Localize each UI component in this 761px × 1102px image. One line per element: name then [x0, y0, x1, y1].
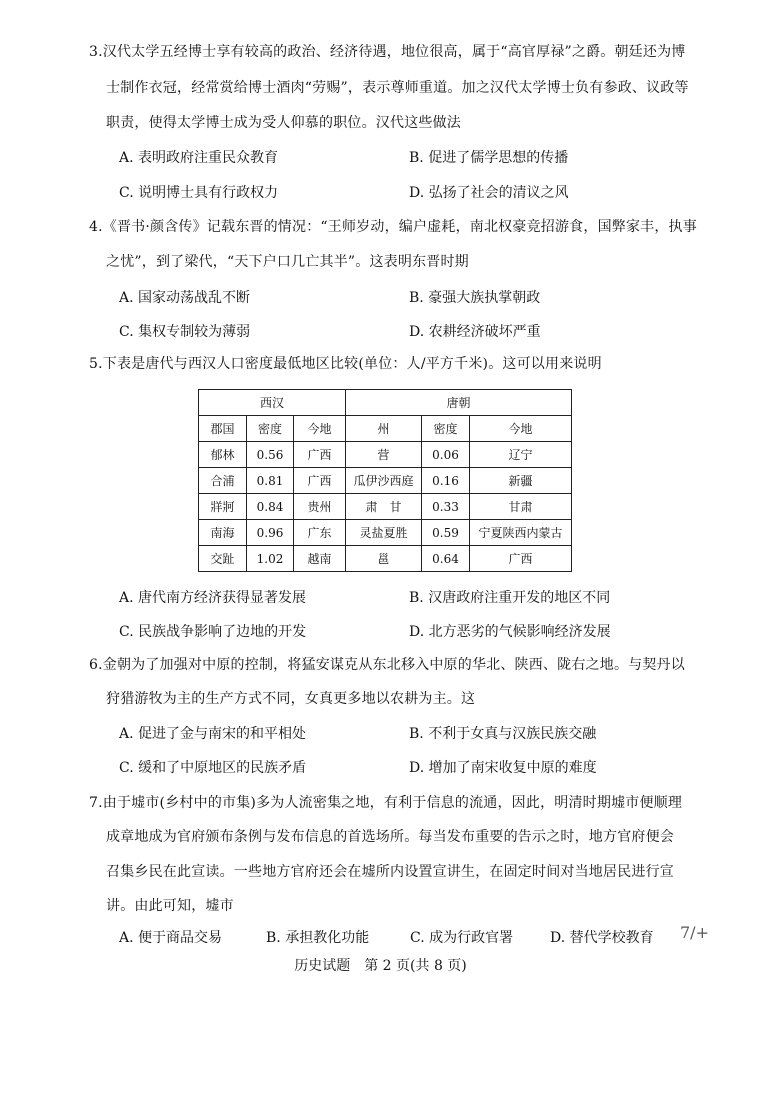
- q6-option-b: B. 不利于女真与汉族民族交融: [409, 726, 597, 742]
- table-cell: 广西: [470, 546, 572, 572]
- q4-stem-line-2: 之忧”，到了梁代，“天下户口几亡其半”。这表明东晋时期: [106, 254, 469, 270]
- table-cell: 0.96: [247, 520, 294, 546]
- table-cell: 营: [346, 442, 422, 468]
- q4-option-d: D. 农耕经济破坏严重: [409, 324, 541, 340]
- table-cell: 肃 甘: [346, 494, 422, 520]
- table-cell: 辽宁: [470, 442, 572, 468]
- table-header: 郡国: [199, 416, 247, 442]
- q4-option-c: C. 集权专制较为薄弱: [119, 324, 251, 340]
- q3-stem-line-3: 职责，使得太学博士成为受人仰慕的职位。汉代这些做法: [106, 115, 461, 131]
- q4-option-a: A. 国家动荡战乱不断: [119, 290, 251, 306]
- q7-stem-line-1: 7.由于墟市(乡村中的市集)多为人流密集之地，有利于信息的流通，因此，明清时期墟市便顺理: [89, 795, 683, 811]
- population-density-table: [198, 389, 572, 572]
- q6-stem-line-2: 狩猎游牧为主的生产方式不同，女真更多地以农耕为主。这: [106, 691, 476, 707]
- q7-option-a: A. 便于商品交易: [119, 930, 223, 946]
- q5-option-b: B. 汉唐政府注重开发的地区不同: [409, 590, 611, 606]
- table-cell: 交趾: [199, 546, 247, 572]
- q6-option-c: C. 缓和了中原地区的民族矛盾: [119, 760, 307, 776]
- table-cell: 广西: [294, 442, 346, 468]
- q3-option-a: A. 表明政府注重民众教育: [119, 150, 279, 166]
- q7-option-c: C. 成为行政官署: [410, 930, 514, 946]
- handwritten-margin-mark: 7/+: [680, 923, 709, 942]
- q6-option-d: D. 增加了南宋收复中原的难度: [409, 760, 597, 776]
- table-row: [199, 494, 572, 520]
- q4-stem-line-1: 4.《晋书·颜含传》记载东晋的情况：“王师岁动，编户虚耗，南北权豪竞招游食，国弊家丰，执事: [89, 219, 697, 235]
- q3-option-d: D. 弘扬了社会的清议之风: [409, 185, 569, 201]
- q7-stem-line-3: 召集乡民在此宣读。一些地方官府还会在墟所内设置宣讲生，在固定时间对当地居民进行宣: [106, 864, 674, 880]
- q6-option-a: A. 促进了金与南宋的和平相处: [119, 726, 307, 742]
- table-cell: 灵盐夏胜: [346, 520, 422, 546]
- table-group-header-western-han: 西汉: [199, 390, 346, 416]
- q5-option-a: A. 唐代南方经济获得显著发展: [119, 590, 307, 606]
- q7-stem-line-4: 讲。由此可知，墟市: [106, 898, 234, 914]
- table-cell: 0.81: [247, 468, 294, 494]
- table-cell: 牂牁: [199, 494, 247, 520]
- table-cell: 新疆: [470, 468, 572, 494]
- page-footer: 历史试题 第 2 页(共 8 页): [294, 958, 467, 974]
- q5-option-d: D. 北方恶劣的气候影响经济发展: [409, 624, 611, 640]
- table-header: 密度: [247, 416, 294, 442]
- table-cell: 合浦: [199, 468, 247, 494]
- table-cell: 0.56: [247, 442, 294, 468]
- table-cell: 广西: [294, 468, 346, 494]
- table-group-header-tang: 唐朝: [346, 390, 572, 416]
- q3-option-b: B. 促进了儒学思想的传播: [409, 150, 569, 166]
- table-cell: 0.84: [247, 494, 294, 520]
- table-cell: 贵州: [294, 494, 346, 520]
- table-row: [199, 468, 572, 494]
- table-row: [199, 546, 572, 572]
- table-row: [199, 520, 572, 546]
- q3-stem-line-1: 3.汉代太学五经博士享有较高的政治、经济待遇，地位很高，属于“高官厚禄”之爵。朝廷还为博: [89, 44, 686, 60]
- q4-option-b: B. 豪强大族执掌朝政: [409, 290, 541, 306]
- table-cell: 0.64: [422, 546, 470, 572]
- table-cell: 南海: [199, 520, 247, 546]
- table-row: [199, 442, 572, 468]
- q5-option-c: C. 民族战争影响了边地的开发: [119, 624, 307, 640]
- table-cell: 甘肃: [470, 494, 572, 520]
- table-cell: 宁夏陕西内蒙古: [470, 520, 572, 546]
- table-header: 今地: [470, 416, 572, 442]
- q7-option-d: D. 替代学校教育: [550, 930, 654, 946]
- table-cell: 0.16: [422, 468, 470, 494]
- q5-stem-line-1: 5.下表是唐代与西汉人口密度最低地区比较(单位：人/平方千米)。这可以用来说明: [89, 356, 602, 372]
- q7-option-b: B. 承担教化功能: [266, 930, 370, 946]
- table-cell: 广东: [294, 520, 346, 546]
- table-cell: 越南: [294, 546, 346, 572]
- table-cell: 1.02: [247, 546, 294, 572]
- table-cell: 郁林: [199, 442, 247, 468]
- table-cell: 瓜伊沙西庭: [346, 468, 422, 494]
- q3-option-c: C. 说明博士具有行政权力: [119, 185, 279, 201]
- table-cell: 邕: [346, 546, 422, 572]
- q3-stem-line-2: 士制作衣冠，经常赏给博士酒肉“劳赐”，表示尊师重道。加之汉代太学博士负有参政、议政等: [106, 80, 689, 96]
- table-header: 密度: [422, 416, 470, 442]
- table-header: 今地: [294, 416, 346, 442]
- q7-stem-line-2: 成章地成为官府颁布条例与发布信息的首选场所。每当发布重要的告示之时，地方官府便会: [106, 829, 674, 845]
- table-cell: 0.06: [422, 442, 470, 468]
- table-header: 州: [346, 416, 422, 442]
- table-cell: 0.33: [422, 494, 470, 520]
- q6-stem-line-1: 6.金朝为了加强对中原的控制，将猛安谋克从东北移入中原的华北、陕西、陇右之地。与契丹以: [89, 657, 685, 673]
- table-cell: 0.59: [422, 520, 470, 546]
